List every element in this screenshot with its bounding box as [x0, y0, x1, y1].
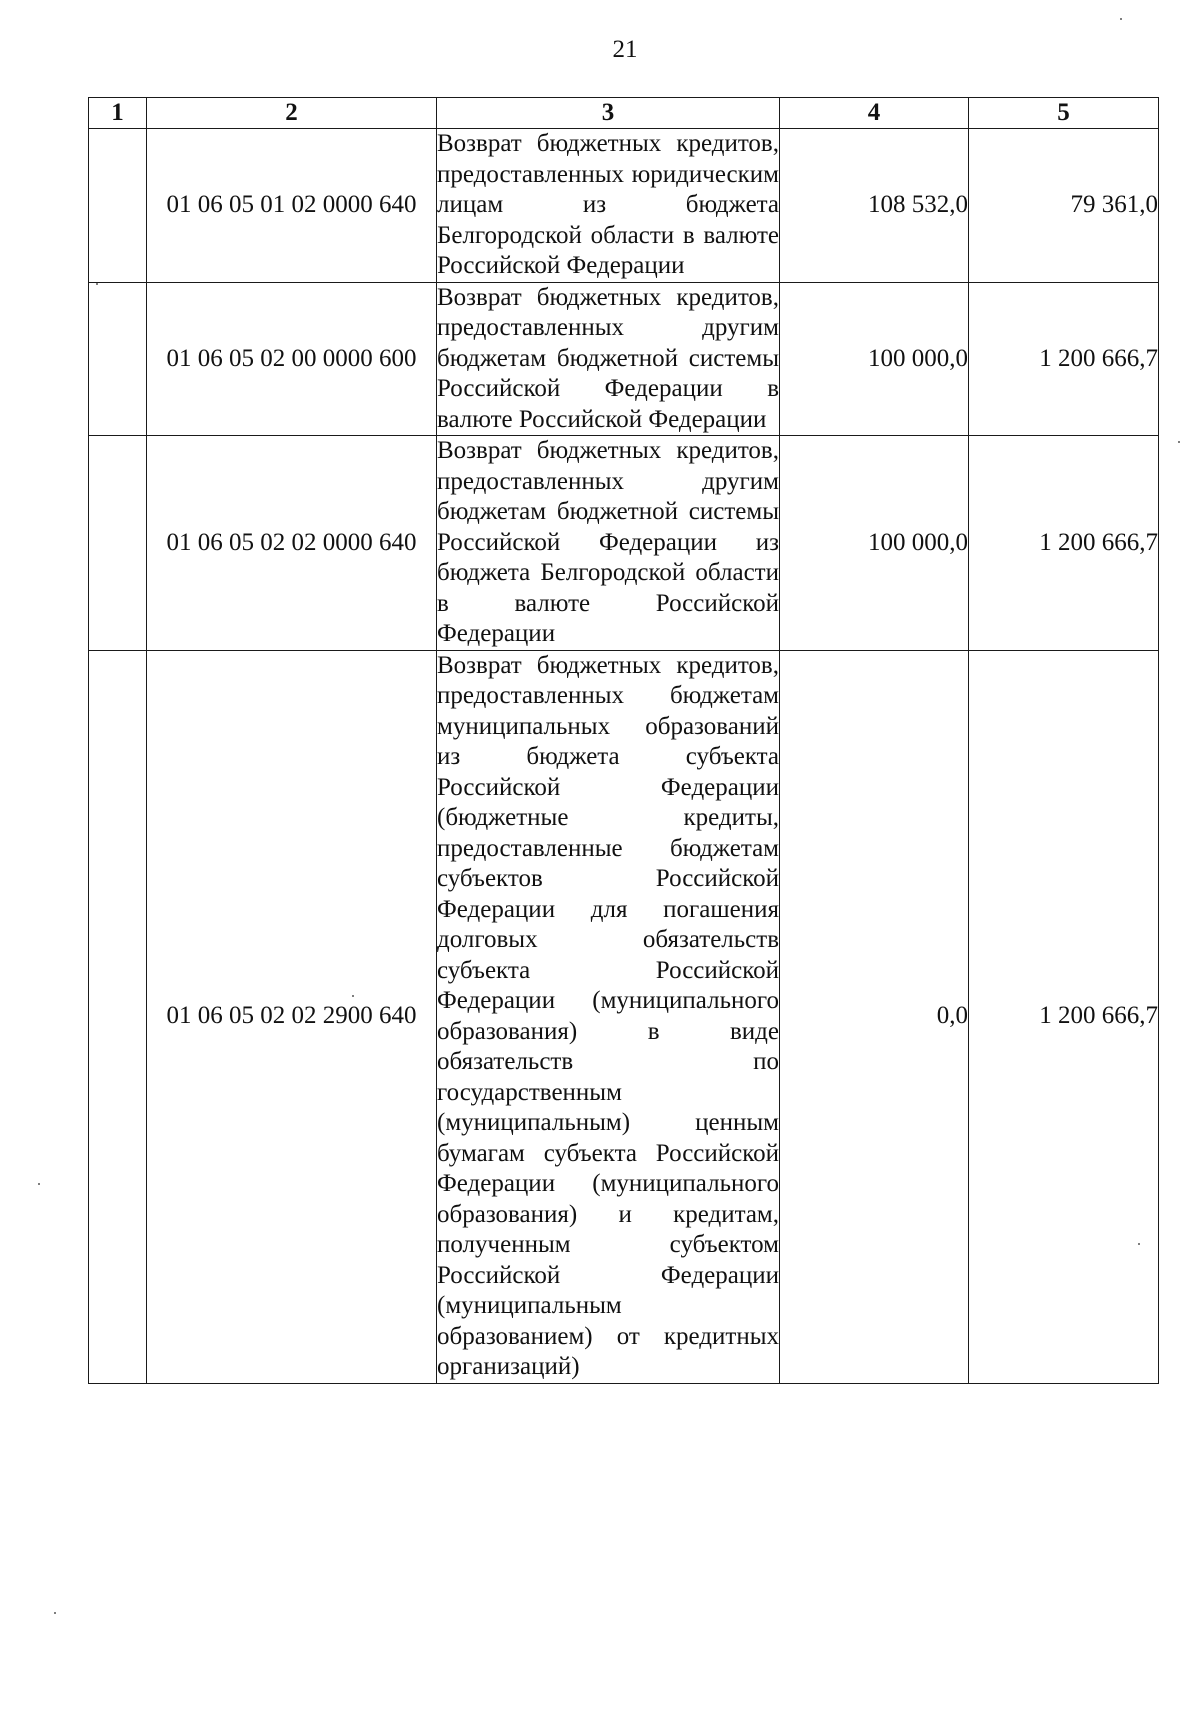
scan-speck: [1178, 441, 1180, 443]
amount-col4-cell: 100 000,0: [780, 436, 969, 651]
description-cell: Возврат бюджетных кредитов, предоставленных бюджетам муниципальных образований из бюджета субъекта Российской Федерации (бюджетные кредиты, предоставленные бюджетам субъектов Российской Федерации для погашения долговых обязательств субъекта Российской Федерации (муниципального образования) в виде обязательств по государственным (муниципальным) ценным бумагам субъекта Российской Федерации (муниципального образования) и кредитам, полученным субъектом Российской Федерации (муниципальным образованием) от кредитных организаций): [437, 650, 780, 1383]
table-header-row: [89, 98, 1159, 129]
amount-col4-cell: 108 532,0: [780, 129, 969, 283]
table-row: [89, 650, 1159, 1383]
amount-col4-cell: 0,0: [780, 650, 969, 1383]
column-header-3: 3: [437, 98, 780, 129]
amount-col5-cell: 1 200 666,7: [969, 282, 1159, 436]
column-header-5: 5: [969, 98, 1159, 129]
row-number-cell: [89, 436, 147, 651]
budget-sources-table: [88, 97, 1159, 1384]
code-cell: 01 06 05 01 02 0000 640: [147, 129, 437, 283]
code-cell: 01 06 05 02 00 0000 600: [147, 282, 437, 436]
table-row: [89, 436, 1159, 651]
column-header-4: 4: [780, 98, 969, 129]
row-number-cell: [89, 650, 147, 1383]
table-row: [89, 282, 1159, 436]
column-header-2: 2: [147, 98, 437, 129]
description-cell: Возврат бюджетных кредитов, предоставленных юридическим лицам из бюджета Белгородской области в валюте Российской Федерации: [437, 129, 780, 283]
amount-col5-cell: 1 200 666,7: [969, 436, 1159, 651]
scan-speck: [96, 283, 98, 285]
amount-col4-cell: 100 000,0: [780, 282, 969, 436]
page-number: 21: [612, 36, 638, 63]
column-header-1: 1: [89, 98, 147, 129]
scan-speck: [54, 1612, 56, 1614]
description-cell: Возврат бюджетных кредитов, предоставленных другим бюджетам бюджетной системы Российской Федерации в валюте Российской Федерации: [437, 282, 780, 436]
scan-speck: [1120, 18, 1122, 20]
table-row: [89, 129, 1159, 283]
scan-speck: [1138, 1243, 1140, 1245]
description-cell: Возврат бюджетных кредитов, предоставленных другим бюджетам бюджетной системы Российской Федерации из бюджета Белгородской области в валюте Российской Федерации: [437, 436, 780, 651]
code-cell: 01 06 05 02 02 2900 640: [147, 650, 437, 1383]
scan-speck: [38, 1183, 40, 1185]
row-number-cell: [89, 282, 147, 436]
scan-speck: [352, 995, 354, 997]
amount-col5-cell: 1 200 666,7: [969, 650, 1159, 1383]
amount-col5-cell: 79 361,0: [969, 129, 1159, 283]
code-cell: 01 06 05 02 02 0000 640: [147, 436, 437, 651]
row-number-cell: [89, 129, 147, 283]
